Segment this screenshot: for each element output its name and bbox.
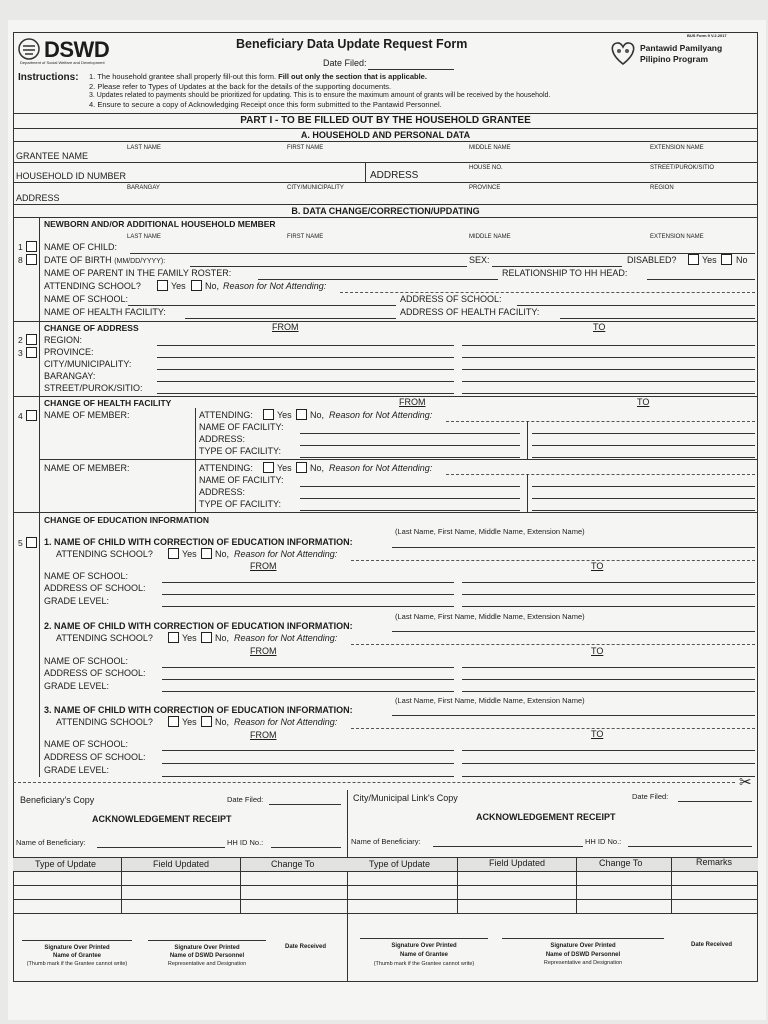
coe-addr-label-3: ADDRESS OF SCHOOL:: [44, 752, 146, 762]
coa-to-field[interactable]: [462, 345, 755, 346]
coe-child-2-field[interactable]: [392, 631, 755, 632]
coe-school-label-1: NAME OF SCHOOL:: [44, 571, 129, 581]
right-remarks-header: Remarks: [696, 857, 733, 867]
last-name-header: LAST NAME: [127, 145, 161, 151]
address-checkbox-2[interactable]: [26, 334, 37, 345]
left-hhid-field[interactable]: [271, 847, 341, 848]
coh-reason-field-2[interactable]: [446, 474, 755, 475]
program-line1: Pantawid Pamilyang: [640, 43, 723, 53]
coh-from-field[interactable]: [300, 486, 520, 487]
coe-child-1-label: 1. NAME OF CHILD WITH CORRECTION OF EDUCATION INFORMATION:: [44, 537, 353, 547]
cut-line: [13, 782, 735, 783]
right-type-header: Type of Update: [369, 859, 431, 869]
coe-from-field[interactable]: [162, 606, 454, 607]
left-type-header: Type of Update: [35, 859, 97, 869]
coa-to-field[interactable]: [462, 393, 755, 394]
school-address-field[interactable]: [517, 305, 755, 306]
coe-yes-label-2: Yes: [182, 633, 197, 643]
right-sig1-line2: Name of Grantee: [399, 952, 448, 958]
household-id-label: HOUSEHOLD ID NUMBER: [16, 171, 127, 181]
coe-to-field[interactable]: [462, 750, 755, 751]
disabled-label: DISABLED?: [627, 255, 677, 265]
sex-label: SEX:: [469, 255, 490, 265]
newborn-checkbox-8[interactable]: [26, 254, 37, 265]
coe-to-field[interactable]: [462, 679, 755, 680]
instructions-label: Instructions:: [18, 72, 79, 83]
coh-to-label: TO: [637, 397, 650, 407]
right-table-row[interactable]: [347, 885, 758, 886]
coe-from-field[interactable]: [162, 667, 454, 668]
left-sig2-line1: Signature Over Printed: [174, 945, 240, 951]
coe-to-field[interactable]: [462, 594, 755, 595]
grantee-name-label: GRANTEE NAME: [16, 151, 89, 161]
coe-no-label-3: No,: [215, 717, 230, 727]
coe-from-field[interactable]: [162, 679, 454, 680]
left-table-row[interactable]: [13, 899, 347, 900]
coa-from-field[interactable]: [157, 393, 454, 394]
coh-from-field[interactable]: [300, 433, 520, 434]
coh-no-label-1: No,: [310, 410, 325, 420]
parent-label: NAME OF PARENT IN THE FAMILY ROSTER:: [44, 268, 232, 278]
disabled-no-checkbox[interactable]: [721, 254, 732, 265]
coe-child-2-label: 2. NAME OF CHILD WITH CORRECTION OF EDUCATION INFORMATION:: [44, 621, 353, 631]
scissors-icon: ✂: [739, 774, 752, 791]
coe-yes-label-1: Yes: [182, 549, 197, 559]
coe-name-hint-2: (Last Name, First Name, Middle Name, Extension Name): [395, 612, 585, 621]
newborn-title: NEWBORN AND/OR ADDITIONAL HOUSEHOLD MEMBER: [44, 219, 276, 229]
address-label-top: ADDRESS: [370, 170, 419, 181]
pantawid-heart-icon: [608, 40, 638, 66]
nb-last-header: LAST NAME: [127, 234, 161, 240]
coh-from-field[interactable]: [300, 498, 520, 499]
left-sig1-line3: (Thumb mark if the Grantee cannot write): [26, 961, 128, 967]
coe-grade-label-3: GRADE LEVEL:: [44, 765, 110, 775]
nb-middle-header: MIDDLE NAME: [469, 234, 511, 240]
coh-reason-field-1[interactable]: [446, 421, 755, 422]
coh-member-label-1: NAME OF MEMBER:: [44, 410, 130, 420]
coe-to-label-2: TO: [591, 646, 604, 656]
coe-from-field[interactable]: [162, 691, 454, 692]
row-number-5: 5: [18, 538, 23, 548]
attending-no-label: No,: [205, 281, 220, 291]
address-field[interactable]: [13, 204, 758, 205]
coe-from-label-2: FROM: [250, 646, 277, 656]
nb-ext-header: EXTENSION NAME: [650, 234, 704, 240]
dob-field[interactable]: [190, 266, 467, 267]
change-address-title: CHANGE OF ADDRESS: [44, 323, 139, 333]
attending-yes-label: Yes: [171, 281, 186, 291]
coh-reason-label-1: Reason for Not Attending:: [329, 410, 433, 420]
right-table-row[interactable]: [347, 899, 758, 900]
left-date-received: Date Received: [285, 944, 327, 950]
coh-from-field[interactable]: [300, 510, 520, 511]
coe-attending-label-3: ATTENDING SCHOOL?: [56, 717, 153, 727]
coe-addr-label-2: ADDRESS OF SCHOOL:: [44, 668, 146, 678]
date-filed-label: Date Filed:: [323, 58, 367, 68]
coa-from-label: FROM: [272, 322, 299, 332]
house-no-header: HOUSE NO.: [469, 165, 503, 171]
coe-no-label-1: No,: [215, 549, 230, 559]
coh-type-label-2: TYPE OF FACILITY:: [199, 499, 282, 509]
coe-reason-label-3: Reason for Not Attending:: [234, 717, 338, 727]
row-number-3: 3: [18, 348, 23, 358]
right-sig2-line2: Name of DSWD Personnel: [545, 952, 621, 958]
coe-school-label-3: NAME OF SCHOOL:: [44, 739, 129, 749]
left-beneficiary-field[interactable]: [97, 847, 225, 848]
school-address-label: ADDRESS OF SCHOOL:: [400, 294, 502, 304]
left-change-header: Change To: [271, 859, 315, 869]
coh-address-label-1: ADDRESS:: [199, 434, 246, 444]
left-table-row[interactable]: [13, 885, 347, 886]
coh-from-field[interactable]: [300, 457, 520, 458]
coh-yes-checkbox-2[interactable]: [263, 462, 274, 473]
right-date-filed-label: Date Filed:: [632, 792, 669, 801]
coa-province-label: PROVINCE:: [44, 347, 94, 357]
left-date-filed-label: Date Filed:: [227, 795, 264, 804]
left-sig2-line2: Name of DSWD Personnel: [169, 953, 245, 959]
right-sig2-line1: Signature Over Printed: [550, 943, 616, 949]
coa-region-label: REGION:: [44, 335, 83, 345]
left-beneficiary-label: Name of Beneficiary:: [16, 838, 86, 847]
left-table-row[interactable]: [13, 913, 347, 914]
right-date-filed-field[interactable]: [678, 801, 752, 802]
right-date-received: Date Received: [691, 942, 733, 948]
receipt-divider: [347, 790, 348, 982]
disabled-yes-label: Yes: [702, 255, 717, 265]
dob-label: DATE OF BIRTH (MM/DD/YYYY):: [44, 255, 166, 265]
coe-grade-label-1: GRADE LEVEL:: [44, 596, 110, 606]
nb-first-header: FIRST NAME: [287, 234, 324, 240]
logo-text: DSWD: [44, 37, 110, 62]
row-number-1: 1: [18, 242, 23, 252]
coe-reason-label-1: Reason for Not Attending:: [234, 549, 338, 559]
coe-to-field[interactable]: [462, 763, 755, 764]
coe-name-hint-3: (Last Name, First Name, Middle Name, Extension Name): [395, 696, 585, 705]
number-column-divider: [39, 217, 40, 777]
attending-yes-checkbox[interactable]: [157, 280, 168, 291]
coe-no-checkbox-1[interactable]: [201, 548, 212, 559]
sex-field[interactable]: [492, 266, 622, 267]
coe-from-field[interactable]: [162, 582, 454, 583]
address-checkbox-3[interactable]: [26, 347, 37, 358]
middle-name-header: MIDDLE NAME: [469, 145, 511, 151]
coe-from-label-3: FROM: [250, 730, 277, 740]
coe-to-field[interactable]: [462, 776, 755, 777]
coh-from-label: FROM: [399, 397, 426, 407]
coe-yes-checkbox-2[interactable]: [168, 632, 179, 643]
coh-member-label-2: NAME OF MEMBER:: [44, 463, 130, 473]
right-sig1-line3: (Thumb mark if the Grantee cannot write): [373, 961, 475, 967]
coh-from-field[interactable]: [300, 445, 520, 446]
coe-grade-label-2: GRADE LEVEL:: [44, 681, 110, 691]
left-ack-title: ACKNOWLEDGEMENT RECEIPT: [92, 814, 232, 824]
coe-attending-label-2: ATTENDING SCHOOL?: [56, 633, 153, 643]
coe-no-checkbox-3[interactable]: [201, 716, 212, 727]
coe-no-label-2: No,: [215, 633, 230, 643]
logo-subtitle: Department of Social Welfare and Development: [20, 60, 105, 65]
coa-from-field[interactable]: [157, 345, 454, 346]
instruction-1: 1. The household grantee shall properly fill-out this form. Fill out only the section that is applicable.: [89, 72, 427, 81]
left-field-header: Field Updated: [153, 859, 210, 869]
coe-yes-label-3: Yes: [182, 717, 197, 727]
coh-facility-label-2: NAME OF FACILITY:: [199, 475, 284, 485]
coh-no-checkbox-2[interactable]: [296, 462, 307, 473]
school-field[interactable]: [128, 305, 396, 306]
coh-yes-label-1: Yes: [277, 410, 292, 420]
coh-no-checkbox-1[interactable]: [296, 409, 307, 420]
coe-to-label-1: TO: [591, 561, 604, 571]
coe-to-label-3: TO: [591, 729, 604, 739]
coe-from-field[interactable]: [162, 594, 454, 595]
relationship-field[interactable]: [647, 279, 755, 280]
coe-school-label-2: NAME OF SCHOOL:: [44, 656, 129, 666]
coe-child-3-label: 3. NAME OF CHILD WITH CORRECTION OF EDUCATION INFORMATION:: [44, 705, 353, 715]
health-facility-field[interactable]: [185, 318, 396, 319]
parent-field[interactable]: [258, 279, 498, 280]
right-field-header: Field Updated: [489, 858, 546, 868]
coa-from-field[interactable]: [157, 357, 454, 358]
child-name-label: NAME OF CHILD:: [44, 242, 118, 252]
left-sig1-line[interactable]: [22, 940, 132, 941]
coe-from-field[interactable]: [162, 776, 454, 777]
right-sig1-line1: Signature Over Printed: [391, 943, 457, 949]
school-label: NAME OF SCHOOL:: [44, 294, 129, 304]
coe-yes-checkbox-1[interactable]: [168, 548, 179, 559]
row-number-2: 2: [18, 335, 23, 345]
coa-from-field[interactable]: [157, 369, 454, 370]
coe-to-field[interactable]: [462, 606, 755, 607]
coe-reason-field-3[interactable]: [351, 728, 755, 729]
newborn-checkbox-1[interactable]: [26, 241, 37, 252]
right-sig1-line[interactable]: [360, 938, 488, 939]
coh-reason-label-2: Reason for Not Attending:: [329, 463, 433, 473]
coa-barangay-label: BARANGAY:: [44, 371, 96, 381]
coh-type-label-1: TYPE OF FACILITY:: [199, 446, 282, 456]
health-address-label: ADDRESS OF HEALTH FACILITY:: [400, 307, 540, 317]
coa-street-label: STREET/PUROK/SITIO:: [44, 383, 143, 393]
coh-to-field[interactable]: [532, 498, 755, 499]
right-hhid-label: HH ID No.:: [585, 837, 622, 846]
coe-to-field[interactable]: [462, 582, 755, 583]
coa-to-field[interactable]: [462, 381, 755, 382]
child-name-field[interactable]: [130, 253, 755, 254]
coe-reason-field-2[interactable]: [351, 644, 755, 645]
coe-child-3-field[interactable]: [392, 715, 755, 716]
coh-attending-label-2: ATTENDING:: [199, 463, 253, 473]
household-id-field[interactable]: [13, 182, 758, 183]
coe-yes-checkbox-3[interactable]: [168, 716, 179, 727]
city-link-copy-label: City/Municipal Link's Copy: [353, 793, 458, 803]
coe-to-field[interactable]: [462, 667, 755, 668]
left-date-filed-field[interactable]: [269, 804, 341, 805]
attending-no-checkbox[interactable]: [191, 280, 202, 291]
coh-to-field[interactable]: [532, 457, 755, 458]
right-beneficiary-field[interactable]: [433, 846, 583, 847]
grantee-name-field[interactable]: [13, 162, 758, 163]
right-hhid-field[interactable]: [628, 846, 752, 847]
coe-reason-field-1[interactable]: [351, 560, 755, 561]
left-sig2-line[interactable]: [148, 940, 266, 941]
right-table-row[interactable]: [347, 913, 758, 914]
dswd-seal-icon: [18, 38, 40, 60]
coh-to-field[interactable]: [532, 445, 755, 446]
education-checkbox-5[interactable]: [26, 537, 37, 548]
row-number-8: 8: [18, 255, 23, 265]
reason-label: Reason for Not Attending:: [223, 281, 327, 291]
form-number: BUS Form 9 V.2.2017: [687, 33, 727, 38]
coh-address-label-2: ADDRESS:: [199, 487, 246, 497]
instruction-4: 4. Ensure to secure a copy of Acknowledging Receipt once this form submitted to the Pantawid Personnel.: [89, 100, 442, 109]
left-sig1-line1: Signature Over Printed: [44, 945, 110, 951]
health-address-field[interactable]: [560, 318, 755, 319]
coe-from-field[interactable]: [162, 750, 454, 751]
disabled-yes-checkbox[interactable]: [688, 254, 699, 265]
coe-child-1-field[interactable]: [392, 547, 755, 548]
ext-name-header: EXTENSION NAME: [650, 145, 704, 151]
coh-to-field[interactable]: [532, 433, 755, 434]
coa-to-field[interactable]: [462, 369, 755, 370]
right-ack-title: ACKNOWLEDGEMENT RECEIPT: [476, 812, 616, 822]
section-a-title: A. HOUSEHOLD AND PERSONAL DATA: [300, 130, 471, 140]
coe-no-checkbox-2[interactable]: [201, 632, 212, 643]
address-label: ADDRESS: [16, 193, 60, 203]
province-header: PROVINCE: [469, 185, 501, 191]
disabled-no-label: No: [736, 255, 748, 265]
region-header: REGION: [650, 185, 674, 191]
right-change-header: Change To: [599, 858, 643, 868]
right-sig2-line[interactable]: [502, 938, 664, 939]
change-health-title: CHANGE OF HEALTH FACILITY: [44, 398, 172, 408]
part1-title: PART I - TO BE FILLED OUT BY THE HOUSEHOLD GRANTEE: [240, 115, 531, 126]
section-b-title: B. DATA CHANGE/CORRECTION/UPDATING: [291, 206, 480, 216]
barangay-header: BARANGAY: [127, 185, 160, 191]
left-hhid-label: HH ID No.:: [227, 838, 264, 847]
street-header: STREET/PUROK/SITIO: [650, 165, 715, 171]
coh-yes-label-2: Yes: [277, 463, 292, 473]
coe-from-field[interactable]: [162, 763, 454, 764]
coe-addr-label-1: ADDRESS OF SCHOOL:: [44, 583, 146, 593]
coh-attending-label-1: ATTENDING:: [199, 410, 253, 420]
coa-to-label: TO: [593, 322, 606, 332]
change-education-title: CHANGE OF EDUCATION INFORMATION: [44, 515, 209, 525]
coh-no-label-2: No,: [310, 463, 325, 473]
instruction-2: 2. Please refer to Types of Updates at the back for the details of the supporting documents.: [89, 82, 392, 91]
coa-from-field[interactable]: [157, 381, 454, 382]
date-filed-line[interactable]: [368, 69, 454, 70]
row-number-4: 4: [18, 411, 23, 421]
reason-field[interactable]: [340, 292, 755, 293]
city-header: CITY/MUNICIPALITY: [287, 185, 344, 191]
coa-to-field[interactable]: [462, 357, 755, 358]
beneficiary-copy-label: Beneficiary's Copy: [20, 795, 95, 805]
program-line2: Pilipino Program: [640, 54, 709, 64]
health-facility-label: NAME OF HEALTH FACILITY:: [44, 307, 166, 317]
coe-attending-label-1: ATTENDING SCHOOL?: [56, 549, 153, 559]
left-sig1-line2: Name of Grantee: [52, 953, 101, 959]
coe-reason-label-2: Reason for Not Attending:: [234, 633, 338, 643]
coa-city-label: CITY/MUNICIPALITY:: [44, 359, 132, 369]
health-checkbox-4[interactable]: [26, 410, 37, 421]
coe-from-label-1: FROM: [250, 561, 277, 571]
form-title: Beneficiary Data Update Request Form: [236, 37, 468, 51]
attending-label: ATTENDING SCHOOL?: [44, 281, 141, 291]
coh-to-field[interactable]: [532, 486, 755, 487]
coe-name-hint-1: (Last Name, First Name, Middle Name, Extension Name): [395, 527, 585, 536]
instruction-3: 3. Updates related to payments should be prioritized for updating. This is to ensure the maximum amount of grants will be received by the household.: [89, 92, 551, 99]
right-beneficiary-label: Name of Beneficiary:: [351, 837, 421, 846]
right-sig2-line3: Representative and Designation: [543, 960, 623, 966]
coh-facility-label-1: NAME OF FACILITY:: [199, 422, 284, 432]
coh-to-field[interactable]: [532, 510, 755, 511]
left-sig2-line3: Representative and Designation: [167, 961, 247, 967]
coh-yes-checkbox-1[interactable]: [263, 409, 274, 420]
relationship-label: RELATIONSHIP TO HH HEAD:: [502, 268, 628, 278]
first-name-header: FIRST NAME: [287, 145, 324, 151]
coe-to-field[interactable]: [462, 691, 755, 692]
